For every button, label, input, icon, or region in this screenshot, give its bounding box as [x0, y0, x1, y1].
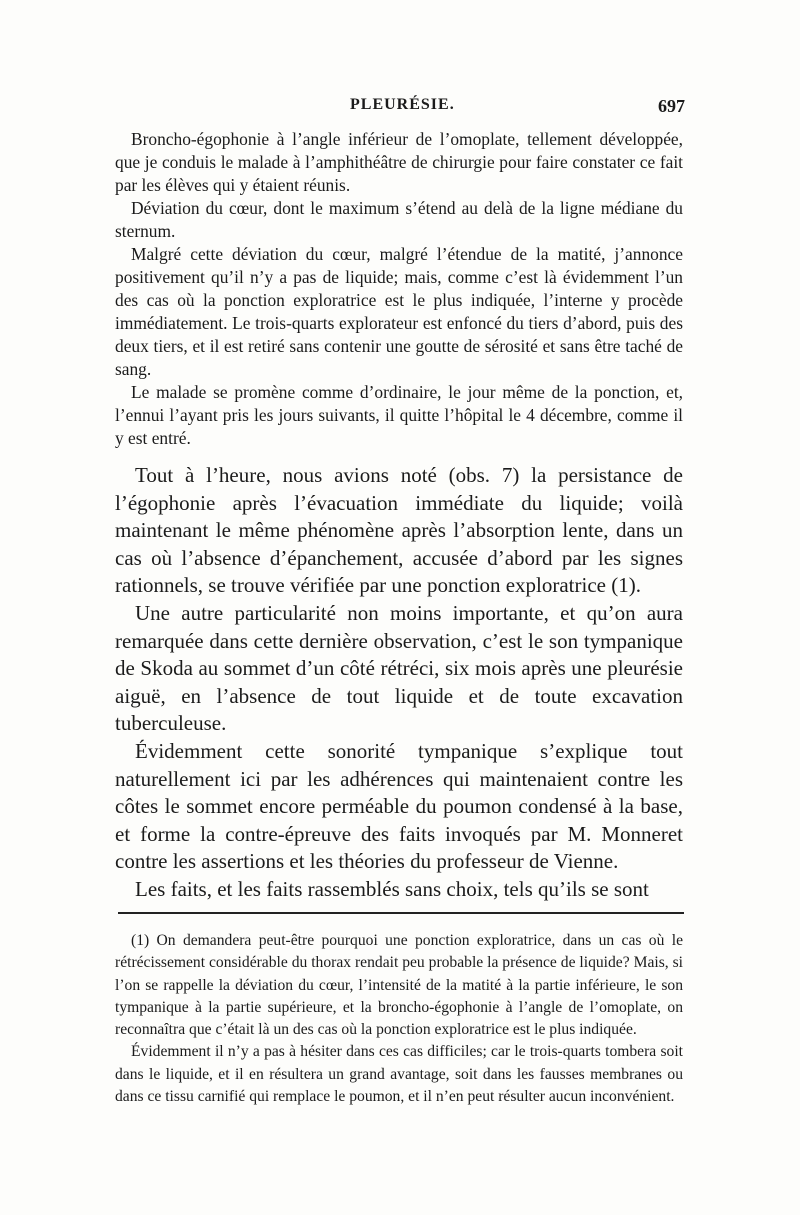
- footnote: (1) On demandera peut-être pourquoi une ponction exploratrice, dans un cas où le rétrécissement considérable du thorax rendait peu probable la présence de liquide? Mais, si l’on se rappelle la déviation du cœur, l’intensité de la matité à la partie inférieure, le son tympanique à la partie supérieure, et la broncho-égophonie à l’angle de l’omoplate, on reconnaîtra que c’était là un des cas où la ponction exploratrice est le plus indiquée.: [115, 932, 683, 1039]
- footnote-divider: [118, 912, 684, 914]
- paragraph: Malgré cette déviation du cœur, malgré l’étendue de la matité, j’annonce positivement qu’il n’y a pas de liquide; mais, comme c’est là évidemment l’un des cas où la ponction exploratrice est le plus indiquée, l’interne y procède immédiatement. Le trois-quarts explorateur est enfoncé du tiers d’abord, puis des deux tiers, et il est retiré sans contenir une goutte de sérosité et sans être taché de sang.: [115, 244, 683, 379]
- running-title: PLEURÉSIE.: [350, 96, 455, 113]
- paragraph: Une autre particularité non moins importante, et qu’on aura remarquée dans cette dernière observation, c’est le son tympanique de Skoda au sommet d’un côté rétréci, six mois après une pleurésie aiguë, en l’absence de tout liquide et de toute excavation tuberculeuse.: [115, 600, 683, 736]
- page-header: [115, 96, 685, 120]
- paragraph: Déviation du cœur, dont le maximum s’étend au delà de la ligne médiane du sternum.: [115, 198, 683, 241]
- footnote: Évidemment il n’y a pas à hésiter dans ces cas difficiles; car le trois-quarts tombera soit dans le liquide, et il en résultera un grand avantage, soit dans les fausses membranes ou dans ce tissu carnifié qui remplace le poumon, et il n’en peut résulter aucun inconvénient.: [115, 1043, 683, 1106]
- observation-text: [115, 128, 683, 450]
- page-number: 697: [658, 96, 685, 116]
- paragraph: Évidemment cette sonorité tympanique s’explique tout naturellement ici par les adhérences qui maintenaient contre les côtes le sommet encore perméable du poumon condensé à la base, et forme la contre-épreuve des faits invoqués par M. Monneret contre les assertions et les théories du professeur de Vienne.: [115, 738, 683, 874]
- paragraph: Le malade se promène comme d’ordinaire, le jour même de la ponction, et, l’ennui l’ayant pris les jours suivants, il quitte l’hôpital le 4 décembre, comme il y est entré.: [115, 382, 683, 448]
- paragraph: Tout à l’heure, nous avions noté (obs. 7) la persistance de l’égophonie après l’évacuation immédiate du liquide; voilà maintenant le même phénomène après l’absorption lente, dans un cas où l’absence d’épanchement, accusée d’abord par les signes rationnels, se trouve vérifiée par une ponction exploratrice (1).: [115, 463, 683, 598]
- paragraph: Les faits, et les faits rassemblés sans choix, tels qu’ils se sont: [135, 876, 649, 901]
- footnotes: [115, 930, 683, 1108]
- commentary-text: [115, 462, 683, 904]
- paragraph: Broncho-égophonie à l’angle inférieur de l’omoplate, tellement développée, que je conduis le malade à l’amphithéâtre de chirurgie pour faire constater ce fait par les élèves qui y étaient réunis.: [115, 129, 683, 195]
